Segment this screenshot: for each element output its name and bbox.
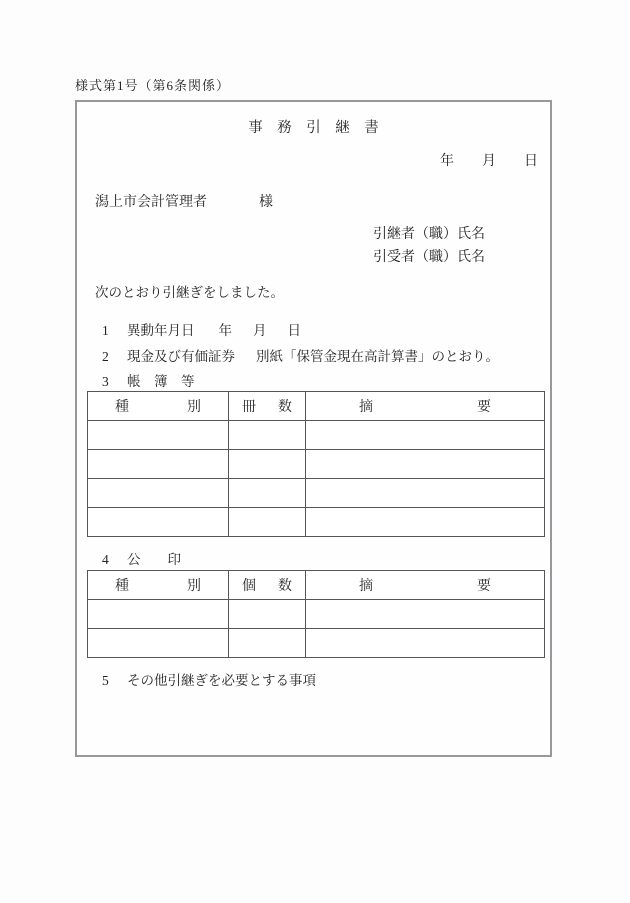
intro-statement: 次のとおり引継ぎをしました。 [95,285,284,300]
empty-cell [306,450,545,479]
header-text: 冊 [242,400,256,415]
transferee-label: 引受者（職）氏名 [373,250,485,265]
document-title: 事 務 引 継 書 [248,120,379,136]
table-row [88,450,545,479]
empty-cell [88,600,229,629]
empty-cell [229,421,306,450]
empty-cell [306,421,545,450]
header-text: 個 [242,579,256,594]
item-ledgers [102,370,195,390]
item-number: 2 [102,349,109,364]
empty-cell [88,450,229,479]
item-other-matters [102,669,316,689]
addressee-line [95,191,273,211]
date-line [440,150,538,170]
item-number: 1 [102,323,109,338]
item1-month-label: 月 [253,323,267,338]
item-label: 異動年月日 [127,323,195,338]
table-row [88,600,545,629]
empty-cell [229,450,306,479]
header-text: 摘 [359,400,373,415]
item-label: 公 印 [127,552,181,567]
item-label: 現金及び有価証券 [127,349,235,364]
header-cell-count [229,392,306,421]
item-official-seal [102,548,181,568]
item-label: 帳 簿 等 [127,374,195,389]
item-number: 5 [102,673,109,688]
date-day-label: 日 [524,154,538,169]
empty-cell [229,479,306,508]
empty-cell [88,479,229,508]
header-text: 要 [477,579,491,594]
header-cell-count [229,571,306,600]
header-text: 要 [477,400,491,415]
table-row [88,421,545,450]
date-year-label: 年 [440,154,454,169]
header-text: 数 [278,400,292,415]
item-value: 別紙「保管金現在高計算書」のとおり。 [256,349,499,364]
empty-cell [306,479,545,508]
item-cash-securities [102,345,499,365]
header-cell-remarks [306,571,545,600]
header-cell-type [88,571,229,600]
form-number-label: 様式第1号（第6条関係） [75,78,231,93]
item-number: 4 [102,552,109,567]
signer-block [373,223,485,269]
ledger-table-header-row [88,392,545,421]
item1-day-label: 日 [287,323,301,338]
header-cell-type [88,392,229,421]
header-text: 別 [187,579,201,594]
seal-table-header-row [88,571,545,600]
item-transfer-date [102,319,301,339]
empty-cell [229,600,306,629]
header-text: 数 [278,579,292,594]
empty-cell [306,600,545,629]
header-text: 別 [187,400,201,415]
header-text: 種 [115,579,129,594]
header-text: 種 [115,400,129,415]
addressee-name: 潟上市会計管理者 [95,195,207,210]
seal-table [87,570,545,658]
empty-cell [229,629,306,658]
empty-cell [306,508,545,537]
document-frame [75,100,552,757]
date-month-label: 月 [482,154,496,169]
item-label: その他引継ぎを必要とする事項 [127,673,316,688]
empty-cell [88,508,229,537]
empty-cell [88,629,229,658]
empty-cell [229,508,306,537]
header-cell-remarks [306,392,545,421]
addressee-honorific: 様 [259,195,273,210]
ledger-table [87,391,545,537]
table-row [88,629,545,658]
item1-year-label: 年 [218,323,232,338]
table-row [88,508,545,537]
header-text: 摘 [359,579,373,594]
item-number: 3 [102,374,109,389]
empty-cell [306,629,545,658]
empty-cell [88,421,229,450]
transferor-label: 引継者（職）氏名 [373,227,485,242]
table-row [88,479,545,508]
